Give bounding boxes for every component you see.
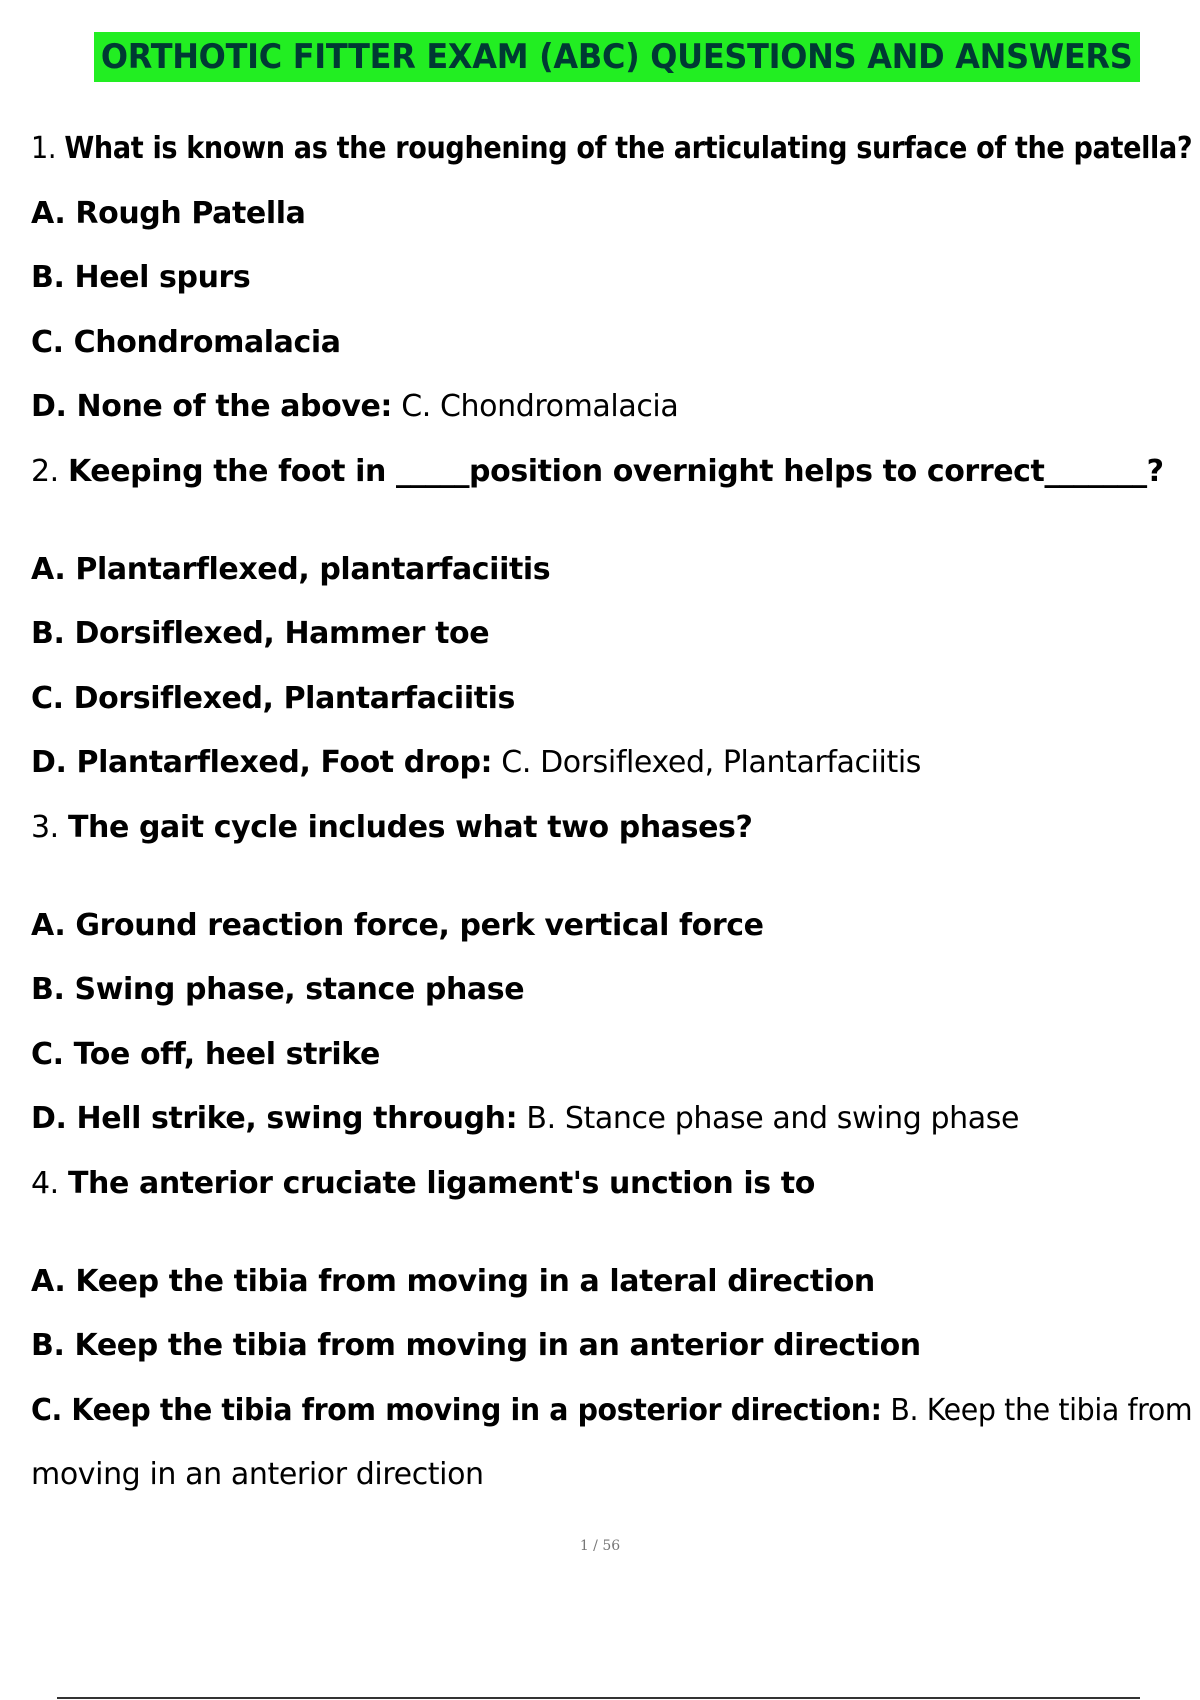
question-3-option-b: B. Swing phase, stance phase xyxy=(31,972,525,1007)
question-4-option-a: A. Keep the tibia from moving in a lateral direction xyxy=(31,1264,875,1299)
question-3-option-d: D. Hell strike, swing through: B. Stance phase and swing phase xyxy=(31,1101,1019,1136)
question-4-option-c: C. Keep the tibia from moving in a posterior direction: B. Keep the tibia from xyxy=(31,1393,1193,1428)
question-3-option-c: C. Toe off, heel strike xyxy=(31,1037,380,1072)
question-4-answer-continued: moving in an anterior direction xyxy=(31,1457,484,1492)
title-banner xyxy=(94,32,1140,82)
question-1-answer: C. Chondromalacia xyxy=(401,389,679,424)
page-number: 1 / 56 xyxy=(579,1538,621,1554)
question-2 xyxy=(31,452,1164,492)
question-4-option-b: B. Keep the tibia from moving in an anterior direction xyxy=(31,1328,921,1363)
question-2-answer: C. Dorsiflexed, Plantarfaciitis xyxy=(501,745,922,780)
question-2-option-b: B. Dorsiflexed, Hammer toe xyxy=(31,616,490,651)
question-3 xyxy=(31,808,753,848)
question-1-option-a: A. Rough Patella xyxy=(31,196,306,231)
question-2-number: 2. xyxy=(31,454,59,489)
question-1-option-b: B. Heel spurs xyxy=(31,260,251,295)
question-1-number: 1. xyxy=(31,131,57,166)
question-4-number: 4. xyxy=(31,1166,59,1201)
page-title: ORTHOTIC FITTER EXAM (ABC) QUESTIONS AND ANSWERS xyxy=(101,37,1133,77)
question-4-text: The anterior cruciate ligament's unction is to xyxy=(67,1166,815,1201)
question-1-text: What is known as the roughening of the articulating surface of the patella? xyxy=(64,131,1193,166)
bottom-divider xyxy=(57,1697,1140,1699)
question-4-answer: B. Keep the tibia from xyxy=(890,1393,1193,1428)
question-3-number: 3. xyxy=(31,810,59,845)
question-1-option-c: C. Chondromalacia xyxy=(31,325,341,360)
question-2-text: Keeping the foot in _____position overnight helps to correct_______? xyxy=(67,454,1164,489)
question-1-option-d: D. None of the above: C. Chondromalacia xyxy=(31,389,679,424)
question-2-option-c: C. Dorsiflexed, Plantarfaciitis xyxy=(31,681,515,716)
question-3-text: The gait cycle includes what two phases? xyxy=(67,810,753,845)
question-2-option-a: A. Plantarflexed, plantarfaciitis xyxy=(31,552,551,587)
question-3-answer: B. Stance phase and swing phase xyxy=(526,1101,1019,1136)
question-4 xyxy=(31,1164,815,1204)
question-1 xyxy=(31,129,1192,169)
question-3-option-a: A. Ground reaction force, perk vertical force xyxy=(31,908,764,943)
question-2-option-d: D. Plantarflexed, Foot drop: C. Dorsiflexed, Plantarfaciitis xyxy=(31,745,922,780)
